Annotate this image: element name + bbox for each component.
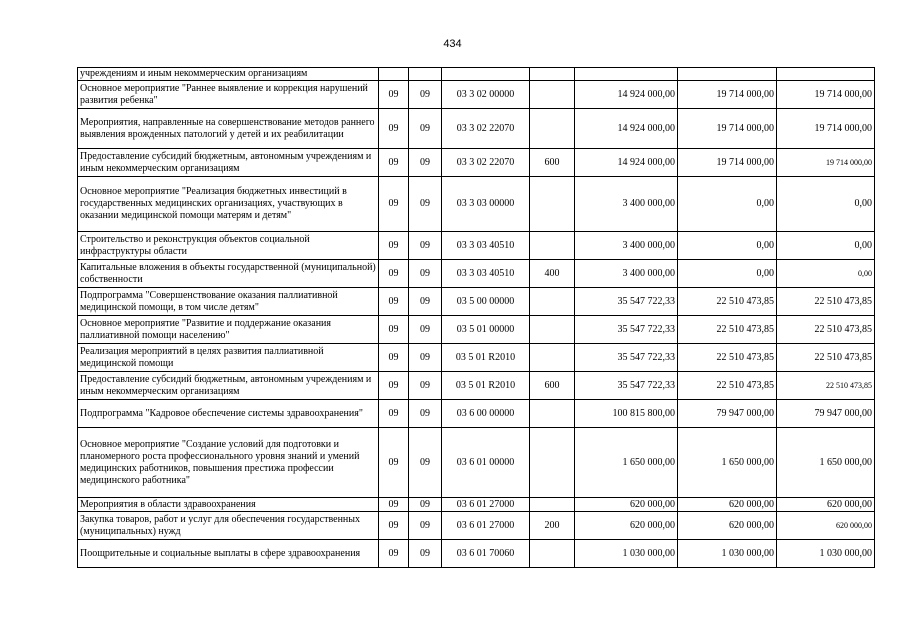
- amount-year1-cell: 35 547 722,33: [575, 372, 678, 400]
- amount-year1-cell: 100 815 800,00: [575, 400, 678, 428]
- amount-year3-cell: 620 000,00: [777, 498, 875, 512]
- table-row: [78, 260, 875, 288]
- amount-year1-cell: 35 547 722,33: [575, 344, 678, 372]
- amount-year2-cell: 0,00: [678, 232, 777, 260]
- amount-year1-cell: 14 924 000,00: [575, 149, 678, 177]
- amount-year1-cell: 3 400 000,00: [575, 232, 678, 260]
- item-name-cell: Капитальные вложения в объекты государственной (муниципальной) собственности: [78, 260, 379, 288]
- amount-year1-cell: 620 000,00: [575, 512, 678, 540]
- target-article-cell: 03 3 03 40510: [442, 232, 530, 260]
- subsection-code-cell: 09: [409, 260, 442, 288]
- section-code-cell: 09: [379, 288, 409, 316]
- amount-year2-cell: 22 510 473,85: [678, 288, 777, 316]
- item-name-cell: Закупка товаров, работ и услуг для обеспечения государственных (муниципальных) нужд: [78, 512, 379, 540]
- expense-type-cell: 600: [530, 149, 575, 177]
- table-row: [78, 149, 875, 177]
- target-article-cell: 03 3 02 22070: [442, 149, 530, 177]
- table-row: [78, 400, 875, 428]
- table-row: [78, 109, 875, 149]
- amount-year2-cell: 19 714 000,00: [678, 81, 777, 109]
- amount-year2-cell: 22 510 473,85: [678, 316, 777, 344]
- target-article-cell: 03 6 01 00000: [442, 428, 530, 498]
- subsection-code-cell: 09: [409, 372, 442, 400]
- item-name-cell: Мероприятия, направленные на совершенствование методов раннего выявления врожденных патологий у детей и их реабилитации: [78, 109, 379, 149]
- section-code-cell: 09: [379, 428, 409, 498]
- subsection-code-cell: 09: [409, 232, 442, 260]
- amount-year1-cell: 3 400 000,00: [575, 177, 678, 232]
- section-code-cell: [379, 68, 409, 81]
- section-code-cell: 09: [379, 109, 409, 149]
- section-code-cell: 09: [379, 498, 409, 512]
- item-name-cell: Подпрограмма "Кадровое обеспечение системы здравоохранения": [78, 400, 379, 428]
- section-code-cell: 09: [379, 316, 409, 344]
- item-name-cell: Мероприятия в области здравоохранения: [78, 498, 379, 512]
- amount-year3-cell: 19 714 000,00: [777, 149, 875, 177]
- subsection-code-cell: 09: [409, 316, 442, 344]
- section-code-cell: 09: [379, 540, 409, 568]
- table-row: [78, 512, 875, 540]
- expense-type-cell: [530, 68, 575, 81]
- section-code-cell: 09: [379, 149, 409, 177]
- table-row: [78, 498, 875, 512]
- amount-year1-cell: 1 030 000,00: [575, 540, 678, 568]
- subsection-code-cell: [409, 68, 442, 81]
- target-article-cell: 03 6 01 70060: [442, 540, 530, 568]
- amount-year3-cell: 0,00: [777, 232, 875, 260]
- subsection-code-cell: 09: [409, 149, 442, 177]
- amount-year2-cell: 22 510 473,85: [678, 344, 777, 372]
- amount-year2-cell: 0,00: [678, 260, 777, 288]
- amount-year3-cell: 19 714 000,00: [777, 109, 875, 149]
- expense-type-cell: [530, 344, 575, 372]
- subsection-code-cell: 09: [409, 177, 442, 232]
- amount-year3-cell: 1 030 000,00: [777, 540, 875, 568]
- section-code-cell: 09: [379, 372, 409, 400]
- expense-type-cell: [530, 498, 575, 512]
- expense-type-cell: [530, 540, 575, 568]
- item-name-cell: Подпрограмма "Совершенствование оказания паллиативной медицинской помощи, в том числе детям": [78, 288, 379, 316]
- section-code-cell: 09: [379, 81, 409, 109]
- amount-year3-cell: [777, 68, 875, 81]
- item-name-cell: Предоставление субсидий бюджетным, автономным учреждениям и иным некоммерческим организациям: [78, 149, 379, 177]
- item-name-cell: Реализация мероприятий в целях развития паллиативной медицинской помощи: [78, 344, 379, 372]
- amount-year3-cell: 620 000,00: [777, 512, 875, 540]
- subsection-code-cell: 09: [409, 540, 442, 568]
- expense-type-cell: [530, 400, 575, 428]
- amount-year2-cell: 22 510 473,85: [678, 372, 777, 400]
- amount-year2-cell: [678, 68, 777, 81]
- amount-year2-cell: 0,00: [678, 177, 777, 232]
- amount-year3-cell: 0,00: [777, 177, 875, 232]
- expense-type-cell: 400: [530, 260, 575, 288]
- expense-type-cell: [530, 177, 575, 232]
- section-code-cell: 09: [379, 400, 409, 428]
- target-article-cell: 03 6 01 27000: [442, 512, 530, 540]
- table-row: [78, 288, 875, 316]
- item-name-cell: Основное мероприятие "Развитие и поддержание оказания паллиативной помощи населению": [78, 316, 379, 344]
- expense-type-cell: [530, 232, 575, 260]
- amount-year3-cell: 79 947 000,00: [777, 400, 875, 428]
- target-article-cell: 03 6 00 00000: [442, 400, 530, 428]
- amount-year3-cell: 0,00: [777, 260, 875, 288]
- amount-year1-cell: 35 547 722,33: [575, 288, 678, 316]
- expense-type-cell: 200: [530, 512, 575, 540]
- item-name-cell: учреждениям и иным некоммерческим организациям: [78, 68, 379, 81]
- section-code-cell: 09: [379, 232, 409, 260]
- amount-year2-cell: 620 000,00: [678, 512, 777, 540]
- expense-type-cell: [530, 288, 575, 316]
- expense-type-cell: [530, 428, 575, 498]
- expense-type-cell: [530, 316, 575, 344]
- subsection-code-cell: 09: [409, 498, 442, 512]
- amount-year1-cell: 14 924 000,00: [575, 109, 678, 149]
- target-article-cell: 03 3 03 00000: [442, 177, 530, 232]
- table-row: [78, 372, 875, 400]
- amount-year1-cell: 3 400 000,00: [575, 260, 678, 288]
- item-name-cell: Основное мероприятие "Реализация бюджетных инвестиций в государственных медицинских организациях, участвующих в оказании медицинской помощи матерям и детям": [78, 177, 379, 232]
- amount-year2-cell: 620 000,00: [678, 498, 777, 512]
- subsection-code-cell: 09: [409, 344, 442, 372]
- table-row: [78, 68, 875, 81]
- amount-year3-cell: 19 714 000,00: [777, 81, 875, 109]
- expense-type-cell: [530, 81, 575, 109]
- page-number: 434: [443, 38, 462, 50]
- subsection-code-cell: 09: [409, 109, 442, 149]
- table-row: [78, 177, 875, 232]
- amount-year1-cell: [575, 68, 678, 81]
- table-row: [78, 316, 875, 344]
- section-code-cell: 09: [379, 177, 409, 232]
- subsection-code-cell: 09: [409, 428, 442, 498]
- amount-year1-cell: 35 547 722,33: [575, 316, 678, 344]
- target-article-cell: [442, 68, 530, 81]
- subsection-code-cell: 09: [409, 288, 442, 316]
- amount-year1-cell: 1 650 000,00: [575, 428, 678, 498]
- amount-year3-cell: 22 510 473,85: [777, 316, 875, 344]
- section-code-cell: 09: [379, 260, 409, 288]
- amount-year2-cell: 1 030 000,00: [678, 540, 777, 568]
- amount-year3-cell: 22 510 473,85: [777, 372, 875, 400]
- item-name-cell: Строительство и реконструкция объектов социальной инфраструктуры области: [78, 232, 379, 260]
- item-name-cell: Предоставление субсидий бюджетным, автономным учреждениям и иным некоммерческим организациям: [78, 372, 379, 400]
- target-article-cell: 03 5 01 00000: [442, 316, 530, 344]
- item-name-cell: Основное мероприятие "Раннее выявление и коррекция нарушений развития ребенка": [78, 81, 379, 109]
- amount-year3-cell: 22 510 473,85: [777, 288, 875, 316]
- target-article-cell: 03 5 00 00000: [442, 288, 530, 316]
- amount-year1-cell: 620 000,00: [575, 498, 678, 512]
- budget-table: [77, 67, 875, 568]
- subsection-code-cell: 09: [409, 512, 442, 540]
- target-article-cell: 03 5 01 R2010: [442, 372, 530, 400]
- amount-year2-cell: 19 714 000,00: [678, 109, 777, 149]
- table-row: [78, 81, 875, 109]
- target-article-cell: 03 6 01 27000: [442, 498, 530, 512]
- expense-type-cell: 600: [530, 372, 575, 400]
- amount-year3-cell: 22 510 473,85: [777, 344, 875, 372]
- table-row: [78, 344, 875, 372]
- subsection-code-cell: 09: [409, 400, 442, 428]
- subsection-code-cell: 09: [409, 81, 442, 109]
- amount-year1-cell: 14 924 000,00: [575, 81, 678, 109]
- section-code-cell: 09: [379, 512, 409, 540]
- section-code-cell: 09: [379, 344, 409, 372]
- item-name-cell: Поощрительные и социальные выплаты в сфере здравоохранения: [78, 540, 379, 568]
- table-row: [78, 232, 875, 260]
- table-body: [78, 68, 875, 568]
- target-article-cell: 03 3 02 22070: [442, 109, 530, 149]
- amount-year2-cell: 1 650 000,00: [678, 428, 777, 498]
- amount-year2-cell: 79 947 000,00: [678, 400, 777, 428]
- table-row: [78, 428, 875, 498]
- target-article-cell: 03 3 03 40510: [442, 260, 530, 288]
- amount-year3-cell: 1 650 000,00: [777, 428, 875, 498]
- target-article-cell: 03 3 02 00000: [442, 81, 530, 109]
- amount-year2-cell: 19 714 000,00: [678, 149, 777, 177]
- item-name-cell: Основное мероприятие "Создание условий для подготовки и планомерного роста профессионального уровня знаний и умений медицинских работников, повышения престижа профессии медицинского работника": [78, 428, 379, 498]
- expense-type-cell: [530, 109, 575, 149]
- target-article-cell: 03 5 01 R2010: [442, 344, 530, 372]
- table-row: [78, 540, 875, 568]
